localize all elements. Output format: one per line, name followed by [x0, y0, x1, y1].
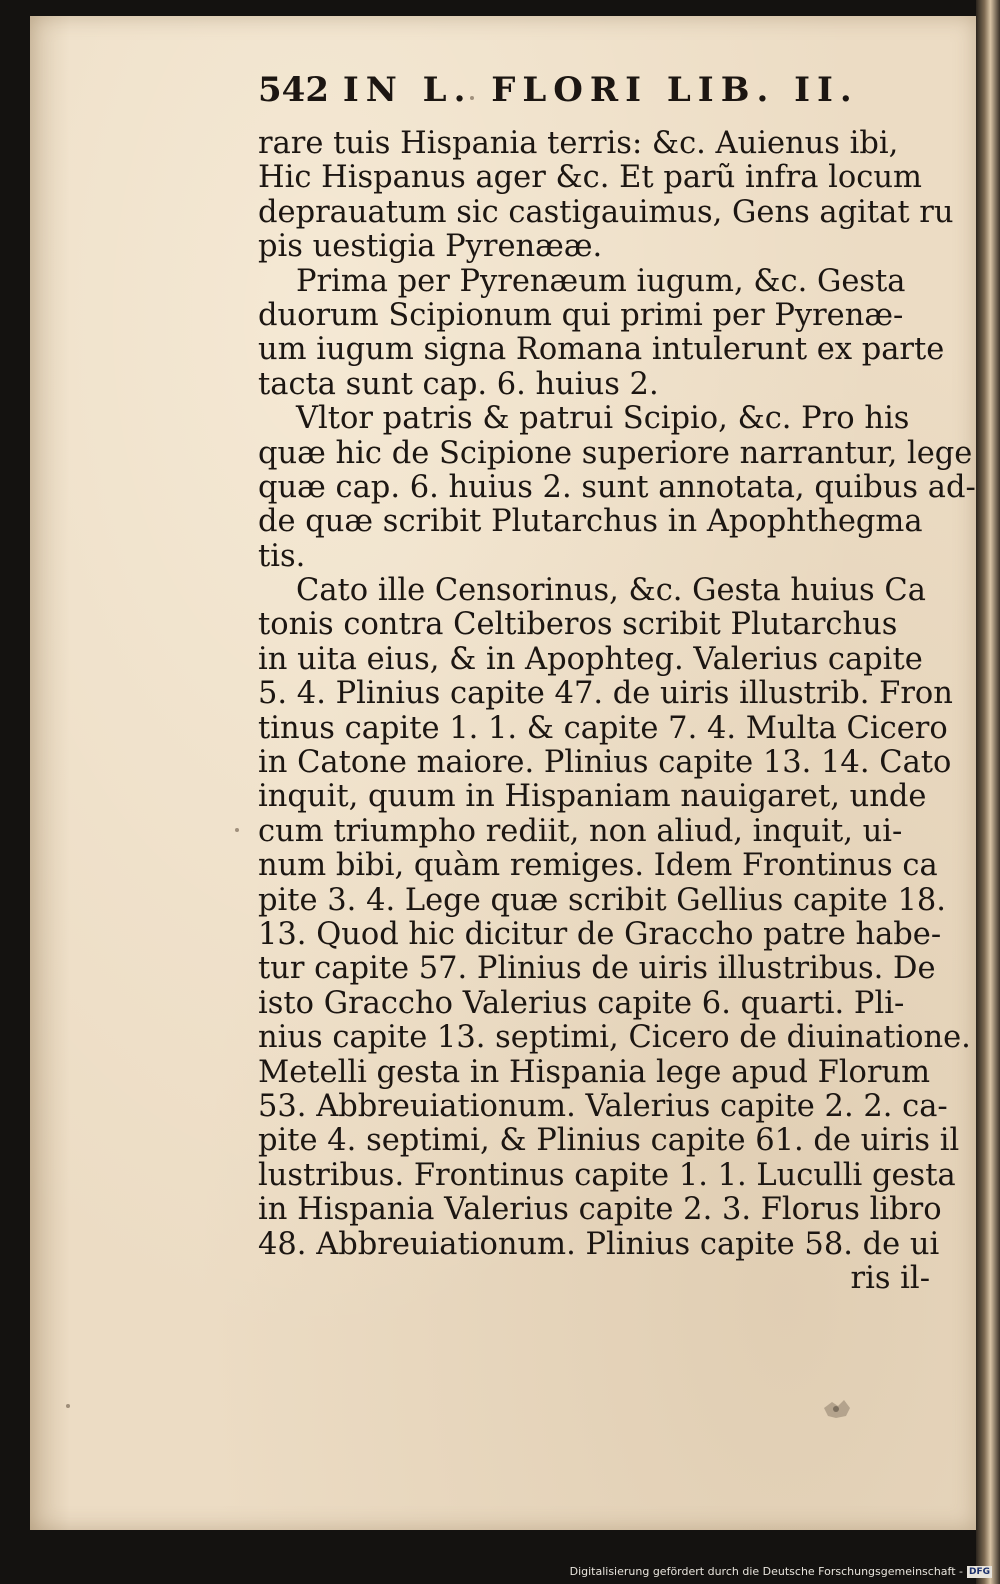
text-line: 5. 4. Plinius capite 47. de uiris illustrib. Fron	[258, 676, 953, 712]
text-line: tacta sunt cap. 6. huius 2.	[258, 366, 659, 402]
text-line: num bibi, quàm remiges. Idem Frontinus ca	[258, 848, 938, 884]
text-line: 53. Abbreuiationum. Valerius capite 2. 2. ca-	[258, 1088, 948, 1124]
digitization-credit	[570, 1565, 992, 1578]
running-head	[258, 70, 898, 110]
text-line: tur capite 57. Plinius de uiris illustribus. De	[258, 951, 936, 987]
text-line: de quæ scribit Plutarchus in Apophthegma	[258, 504, 923, 540]
text-line: rare tuis Hispania terris: &c. Auienus ibi,	[258, 126, 899, 161]
paragraph-start-line: Cato ille Censorinus, &c. Gesta huius Ca	[296, 573, 926, 609]
text-line: inquit, quum in Hispaniam nauigaret, unde	[258, 779, 927, 815]
text-line: nius capite 13. septimi, Cicero de diuinatione.	[258, 1020, 971, 1056]
running-head-title: IN L. FLORI LIB. II.	[342, 70, 859, 110]
text-line: in Catone maiore. Plinius capite 13. 14. Cato	[258, 745, 952, 781]
text-line: deprauatum sic castigauimus, Gens agitat ru	[258, 194, 954, 230]
ink-stain-icon	[818, 1394, 858, 1424]
text-line: lustribus. Frontinus capite 1. 1. Luculli gesta	[258, 1157, 956, 1193]
text-line: cum triumpho rediit, non aliud, inquit, ui-	[258, 813, 903, 849]
text-line: quæ cap. 6. huius 2. sunt annotata, quibus ad-	[258, 469, 976, 505]
text-line: tonis contra Celtiberos scribit Plutarchus	[258, 607, 898, 643]
text-line: 13. Quod hic dicitur de Graccho patre habe-	[258, 916, 942, 952]
text-line: isto Graccho Valerius capite 6. quarti. Pli-	[258, 985, 905, 1021]
text-line: 48. Abbreuiationum. Plinius capite 58. de ui	[258, 1226, 940, 1262]
body-text	[258, 126, 976, 1296]
paragraph-start-line: Prima per Pyrenæum iugum, &c. Gesta	[296, 263, 906, 299]
text-line: pis uestigia Pyrenææ.	[258, 229, 603, 265]
credit-text: Digitalisierung gefördert durch die Deutsche Forschungsgemeinschaft -	[569, 1565, 963, 1578]
ink-speck	[66, 1404, 70, 1408]
text-line: duorum Scipionum qui primi per Pyrenæ-	[258, 297, 904, 333]
text-line: pite 4. septimi, & Plinius capite 61. de uiris il	[258, 1123, 960, 1159]
text-line: tinus capite 1. 1. & capite 7. 4. Multa Cicero	[258, 710, 948, 746]
book-gutter	[976, 0, 1000, 1584]
catchword-line: ris il-	[850, 1260, 930, 1296]
text-line: pite 3. 4. Lege quæ scribit Gellius capite 18.	[258, 882, 946, 918]
text-line: Metelli gesta in Hispania lege apud Florum	[258, 1054, 931, 1090]
page-number: 542	[258, 70, 329, 110]
text-line: in Hispania Valerius capite 2. 3. Florus libro	[258, 1192, 942, 1228]
text-line: tis.	[258, 538, 306, 574]
text-line: Hic Hispanus ager &c. Et parũ infra locum	[258, 160, 922, 196]
dfg-logo-icon: DFG	[968, 1566, 990, 1577]
text-line: quæ hic de Scipione superiore narrantur, lege	[258, 435, 973, 471]
paragraph-start-line: Vltor patris & patrui Scipio, &c. Pro his	[296, 401, 910, 437]
text-line: in uita eius, & in Apophteg. Valerius capite	[258, 641, 923, 677]
ink-speck	[235, 828, 239, 832]
text-line: um iugum signa Romana intulerunt ex parte	[258, 332, 945, 368]
